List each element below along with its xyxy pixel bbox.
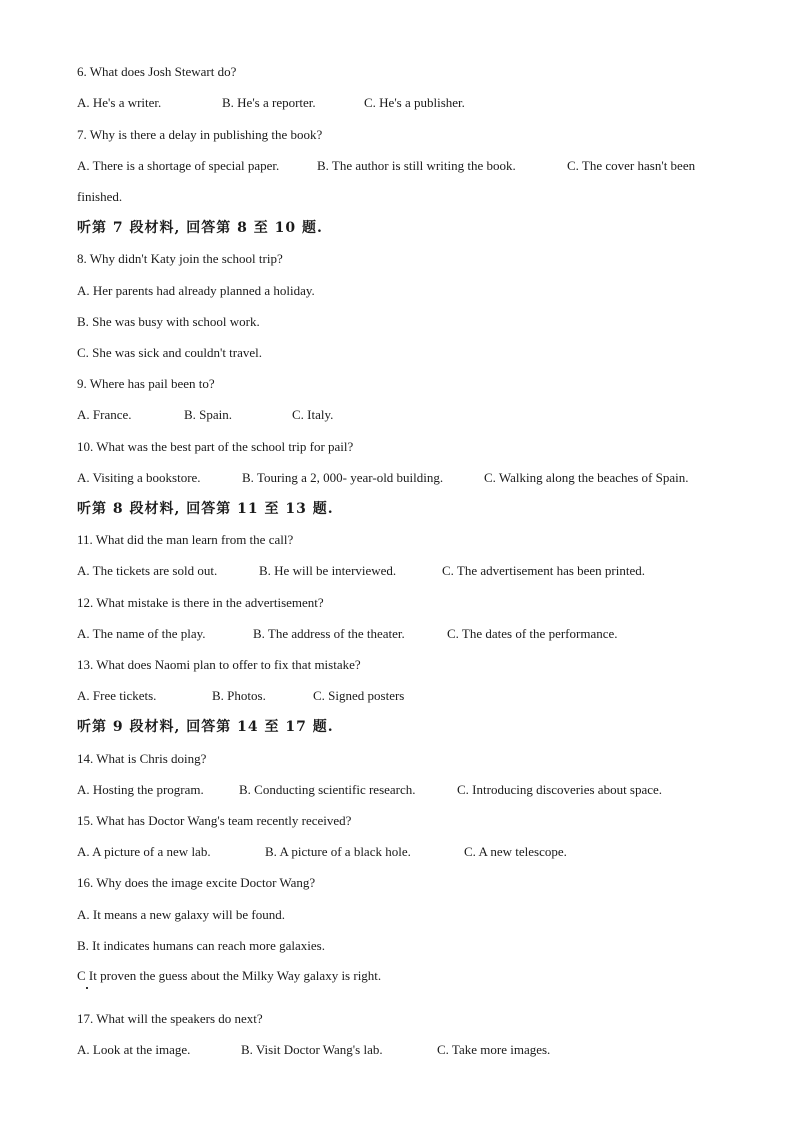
q12-option-b: B. The address of the theater. bbox=[253, 626, 405, 641]
q8-option-a: A. Her parents had already planned a holiday. bbox=[77, 283, 315, 298]
question-12: 12. What mistake is there in the advertisement? bbox=[77, 595, 324, 610]
question-13: 13. What does Naomi plan to offer to fix that mistake? bbox=[77, 657, 361, 672]
q6-option-c: C. He's a publisher. bbox=[364, 95, 465, 110]
q13-option-a: A. Free tickets. bbox=[77, 688, 157, 703]
question-6: 6. What does Josh Stewart do? bbox=[77, 64, 237, 79]
q13-option-b: B. Photos. bbox=[212, 688, 266, 703]
q17-option-a: A. Look at the image. bbox=[77, 1042, 191, 1057]
q8-option-c: C. She was sick and couldn't travel. bbox=[77, 345, 263, 360]
q9-option-b: B. Spain. bbox=[184, 407, 233, 422]
question-7: 7. Why is there a delay in publishing the book? bbox=[77, 127, 323, 142]
question-9: 9. Where has pail been to? bbox=[77, 376, 215, 391]
section-heading-7: 听第 7 段材料, 回答第 8 至 10 题. bbox=[77, 220, 323, 236]
q7-option-c: C. The cover hasn't been bbox=[567, 158, 696, 173]
q16-option-a: A. It means a new galaxy will be found. bbox=[77, 907, 285, 922]
q12-option-a: A. The name of the play. bbox=[77, 626, 206, 641]
q10-option-a: A. Visiting a bookstore. bbox=[77, 470, 201, 485]
q14-option-a: A. Hosting the program. bbox=[77, 782, 204, 797]
q9-option-c: C. Italy. bbox=[292, 407, 334, 422]
section-heading-8: 听第 8 段材料, 回答第 11 至 13 题. bbox=[77, 501, 334, 517]
question-14: 14. What is Chris doing? bbox=[77, 751, 207, 766]
q12-option-c: C. The dates of the performance. bbox=[447, 626, 618, 641]
question-16: 16. Why does the image excite Doctor Wang? bbox=[77, 875, 316, 890]
q10-option-b: B. Touring a 2, 000- year-old building. bbox=[242, 470, 444, 485]
q15-option-b: B. A picture of a black hole. bbox=[265, 844, 411, 859]
question-11: 11. What did the man learn from the call? bbox=[77, 532, 294, 547]
q7-option-a: A. There is a shortage of special paper. bbox=[77, 158, 280, 173]
stray-dot-mark bbox=[86, 987, 88, 989]
q17-option-c: C. Take more images. bbox=[437, 1042, 551, 1057]
q10-option-c: C. Walking along the beaches of Spain. bbox=[484, 470, 689, 485]
q15-option-c: C. A new telescope. bbox=[464, 844, 567, 859]
question-17: 17. What will the speakers do next? bbox=[77, 1011, 263, 1026]
q11-option-a: A. The tickets are sold out. bbox=[77, 563, 218, 578]
q11-option-c: C. The advertisement has been printed. bbox=[442, 563, 646, 578]
q8-option-b: B. She was busy with school work. bbox=[77, 314, 260, 329]
q6-option-a: A. He's a writer. bbox=[77, 95, 162, 110]
q16-option-c: C It proven the guess about the Milky Way galaxy is right. bbox=[77, 968, 382, 983]
q14-option-c: C. Introducing discoveries about space. bbox=[457, 782, 663, 797]
question-8: 8. Why didn't Katy join the school trip? bbox=[77, 251, 283, 266]
q16-option-b: B. It indicates humans can reach more galaxies. bbox=[77, 938, 325, 953]
q17-option-b: B. Visit Doctor Wang's lab. bbox=[241, 1042, 383, 1057]
q15-option-a: A. A picture of a new lab. bbox=[77, 844, 211, 859]
q6-option-b: B. He's a reporter. bbox=[222, 95, 316, 110]
q11-option-b: B. He will be interviewed. bbox=[259, 563, 397, 578]
q13-option-c: C. Signed posters bbox=[313, 688, 405, 703]
question-10: 10. What was the best part of the school trip for pail? bbox=[77, 439, 354, 454]
q14-option-b: B. Conducting scientific research. bbox=[239, 782, 416, 797]
question-15: 15. What has Doctor Wang's team recently received? bbox=[77, 813, 352, 828]
section-heading-9: 听第 9 段材料, 回答第 14 至 17 题. bbox=[77, 719, 334, 735]
q7-option-b: B. The author is still writing the book. bbox=[317, 158, 516, 173]
q7-option-c-continued: finished. bbox=[77, 189, 123, 204]
q9-option-a: A. France. bbox=[77, 407, 132, 422]
